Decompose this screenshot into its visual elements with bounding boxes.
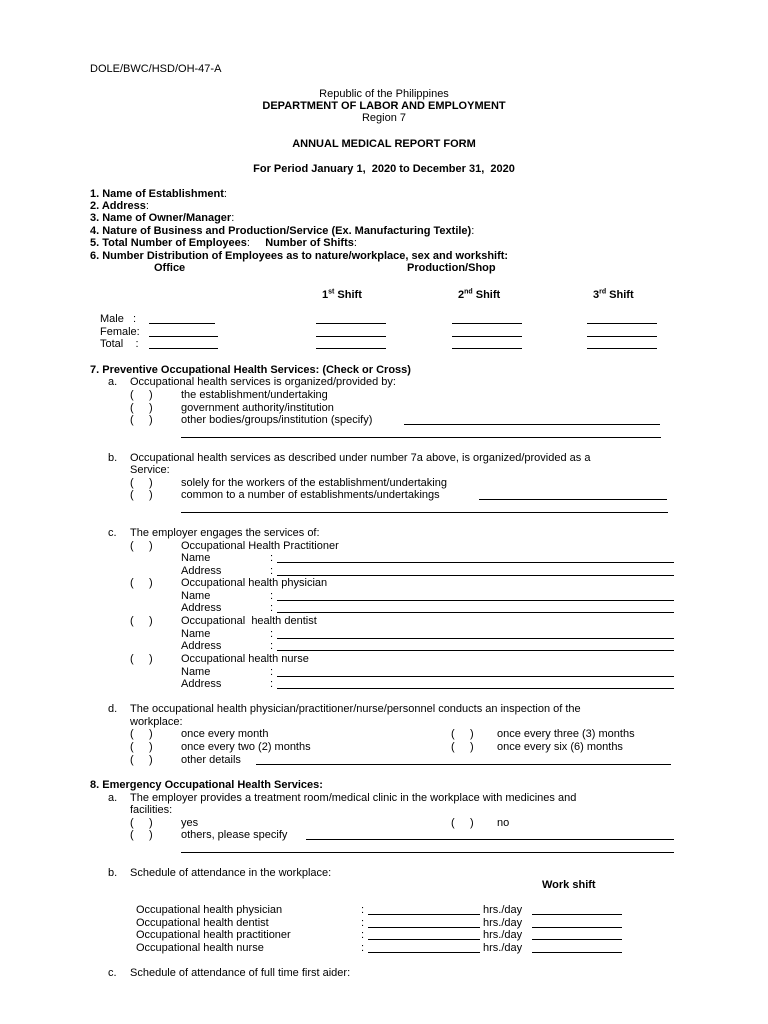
shift-2-heading: 2nd Shift xyxy=(458,288,501,301)
role-practitioner-label: Occupational Health Practitioner xyxy=(181,540,339,552)
male-shift1-field[interactable] xyxy=(316,313,386,324)
nurse-hrs-day-label: hrs./day xyxy=(483,942,523,954)
work-shift-heading: Work shift xyxy=(542,879,596,891)
option-7a-1: the establishment/undertaking xyxy=(181,389,328,401)
dentist-name-colon: : xyxy=(270,628,274,640)
nurse-address-colon: : xyxy=(270,678,274,690)
other-details-field[interactable] xyxy=(256,754,671,765)
checkbox-7d-six-months[interactable]: ( ) xyxy=(451,741,474,753)
item-7c-letter: c. xyxy=(108,527,117,539)
checkbox-7d-other[interactable]: ( ) xyxy=(130,754,153,766)
item-7c-text: The employer engages the services of: xyxy=(130,527,320,539)
dentist-address-colon: : xyxy=(270,640,274,652)
checkbox-7a-1[interactable]: ( ) xyxy=(130,389,153,401)
dentist-name-field[interactable] xyxy=(277,628,674,639)
specify-7a-field[interactable] xyxy=(404,414,660,425)
role-physician-label: Occupational health physician xyxy=(181,577,328,589)
practitioner-hours-field[interactable] xyxy=(368,929,480,940)
practitioner-name-label: Name xyxy=(181,552,211,564)
specify-7b-field[interactable] xyxy=(479,489,667,500)
item-7a-letter: a. xyxy=(108,376,118,388)
checkbox-7d-two-months[interactable]: ( ) xyxy=(130,741,153,753)
staff-nurse-colon: : xyxy=(361,942,365,954)
dentist-name-label: Name xyxy=(181,628,211,640)
section-8-title: 8. Emergency Occupational Health Services: xyxy=(90,779,323,791)
item-8a-letter: a. xyxy=(108,792,118,804)
document-code: DOLE/BWC/HSD/OH-47-A xyxy=(90,63,222,75)
checkbox-7a-2[interactable]: ( ) xyxy=(130,402,153,414)
dentist-hours-field[interactable] xyxy=(368,917,480,928)
female-shift2-field[interactable] xyxy=(452,326,522,337)
item-7d-text-2: workplace: xyxy=(130,716,183,728)
shift-3-heading: 3rd Shift xyxy=(593,288,634,301)
option-8a-others: others, please specify xyxy=(181,829,288,841)
option-8a-yes: yes xyxy=(181,817,199,829)
others-specify-field[interactable] xyxy=(306,829,674,840)
practitioner-address-field[interactable] xyxy=(277,565,674,576)
staff-dentist-colon: : xyxy=(361,917,365,929)
option-7a-2: government authority/institution xyxy=(181,402,334,414)
nurse-shift-field[interactable] xyxy=(532,942,622,953)
nurse-address-label: Address xyxy=(181,678,222,690)
field-total-employees: 5. Total Number of Employees: Number of Shifts: xyxy=(90,237,357,249)
physician-shift-field[interactable] xyxy=(532,904,622,915)
item-7b-text-1: Occupational health services as described under number 7a above, is organized/provided as a xyxy=(130,452,591,464)
practitioner-shift-field[interactable] xyxy=(532,929,622,940)
item-8b-letter: b. xyxy=(108,867,118,879)
total-shift2-field[interactable] xyxy=(452,338,522,349)
male-office-field[interactable] xyxy=(149,313,215,324)
total-shift1-field[interactable] xyxy=(316,338,386,349)
field-establishment: 1. Name of Establishment: xyxy=(90,188,227,200)
physician-address-colon: : xyxy=(270,602,274,614)
row-label-male: Male : xyxy=(100,313,137,325)
row-label-female: Female: xyxy=(100,326,140,338)
option-7d-three-months: once every three (3) months xyxy=(497,728,635,740)
item-8c-text: Schedule of attendance of full time first aider: xyxy=(130,967,351,979)
nurse-address-field[interactable] xyxy=(277,678,674,689)
practitioner-address-colon: : xyxy=(270,565,274,577)
female-shift3-field[interactable] xyxy=(587,326,657,337)
male-shift3-field[interactable] xyxy=(587,313,657,324)
physician-hrs-day-label: hrs./day xyxy=(483,904,523,916)
female-shift1-field[interactable] xyxy=(316,326,386,337)
practitioner-address-label: Address xyxy=(181,565,222,577)
checkbox-7b-2[interactable]: ( ) xyxy=(130,489,153,501)
physician-name-label: Name xyxy=(181,590,211,602)
option-7a-3: other bodies/groups/institution (specify) xyxy=(181,414,373,426)
nurse-name-field[interactable] xyxy=(277,666,674,677)
total-office-field[interactable] xyxy=(149,338,218,349)
checkbox-8a-no[interactable]: ( ) xyxy=(451,817,474,829)
item-7d-text-1: The occupational health physician/practitioner/nurse/personnel conducts an inspection of the xyxy=(130,703,581,715)
field-owner: 3. Name of Owner/Manager: xyxy=(90,212,235,224)
item-7b-text-2: Service: xyxy=(130,464,170,476)
option-7b-2: common to a number of establishments/undertakings xyxy=(181,489,440,501)
option-7d-six-months: once every six (6) months xyxy=(497,741,623,753)
row-label-total: Total : xyxy=(100,338,139,350)
department-title: DEPARTMENT OF LABOR AND EMPLOYMENT xyxy=(262,100,506,112)
role-dentist-label: Occupational health dentist xyxy=(181,615,317,627)
specify-7b-field-continued[interactable] xyxy=(181,502,668,513)
option-7d-other: other details xyxy=(181,754,241,766)
option-7d-two-months: once every two (2) months xyxy=(181,741,311,753)
dentist-hrs-day-label: hrs./day xyxy=(483,917,523,929)
item-7a-text: Occupational health services is organized/provided by: xyxy=(130,376,396,388)
practitioner-name-field[interactable] xyxy=(277,552,674,563)
item-8b-text: Schedule of attendance in the workplace: xyxy=(130,867,332,879)
staff-physician-label: Occupational health physician xyxy=(136,904,283,916)
specify-7a-field-continued[interactable] xyxy=(181,427,661,438)
checkbox-role-practitioner[interactable]: ( ) xyxy=(130,540,153,552)
shift-1-heading: 1st Shift xyxy=(322,288,362,301)
item-8a-text-1: The employer provides a treatment room/medical clinic in the workplace with medicines and xyxy=(130,792,577,804)
form-title: ANNUAL MEDICAL REPORT FORM xyxy=(292,138,476,150)
office-heading: Office xyxy=(154,262,186,274)
period-label: For Period January 1, 2020 to December 31, 2020 xyxy=(253,163,515,175)
production-shop-heading: Production/Shop xyxy=(407,262,496,274)
dentist-address-label: Address xyxy=(181,640,222,652)
checkbox-role-nurse[interactable]: ( ) xyxy=(130,653,153,665)
item-7d-letter: d. xyxy=(108,703,118,715)
checkbox-8a-others[interactable]: ( ) xyxy=(130,829,153,841)
physician-name-field[interactable] xyxy=(277,590,674,601)
physician-name-colon: : xyxy=(270,590,274,602)
staff-nurse-label: Occupational health nurse xyxy=(136,942,264,954)
checkbox-role-physician[interactable]: ( ) xyxy=(130,577,153,589)
checkbox-7d-three-months[interactable]: ( ) xyxy=(451,728,474,740)
practitioner-hrs-day-label: hrs./day xyxy=(483,929,523,941)
nurse-hours-field[interactable] xyxy=(368,942,480,953)
staff-practitioner-colon: : xyxy=(361,929,365,941)
checkbox-7a-3[interactable]: ( ) xyxy=(130,414,153,426)
role-nurse-label: Occupational health nurse xyxy=(181,653,309,665)
item-8a-text-2: facilities: xyxy=(130,804,173,816)
checkbox-role-dentist[interactable]: ( ) xyxy=(130,615,153,627)
field-distribution: 6. Number Distribution of Employees as to nature/workplace, sex and workshift: xyxy=(90,250,509,262)
republic-label: Republic of the Philippines xyxy=(319,88,449,100)
item-8c-letter: c. xyxy=(108,967,117,979)
physician-address-field[interactable] xyxy=(277,602,674,613)
field-address: 2. Address: xyxy=(90,200,149,212)
section-7-title: 7. Preventive Occupational Health Services: (Check or Cross) xyxy=(90,364,411,376)
female-office-field[interactable] xyxy=(149,326,218,337)
item-7b-letter: b. xyxy=(108,452,118,464)
option-7b-1: solely for the workers of the establishment/undertaking xyxy=(181,477,447,489)
staff-dentist-label: Occupational health dentist xyxy=(136,917,269,929)
checkbox-7b-1[interactable]: ( ) xyxy=(130,477,153,489)
dentist-address-field[interactable] xyxy=(277,640,674,651)
nurse-name-colon: : xyxy=(270,666,274,678)
others-specify-field-continued[interactable] xyxy=(181,842,674,853)
option-7d-monthly: once every month xyxy=(181,728,269,740)
male-shift2-field[interactable] xyxy=(452,313,522,324)
staff-practitioner-label: Occupational health practitioner xyxy=(136,929,291,941)
staff-physician-colon: : xyxy=(361,904,365,916)
nurse-name-label: Name xyxy=(181,666,211,678)
checkbox-7d-monthly[interactable]: ( ) xyxy=(130,728,153,740)
checkbox-8a-yes[interactable]: ( ) xyxy=(130,817,153,829)
field-nature-of-business: 4. Nature of Business and Production/Service (Ex. Manufacturing Textile): xyxy=(90,225,475,237)
region-label: Region 7 xyxy=(361,112,407,124)
practitioner-name-colon: : xyxy=(270,552,274,564)
option-8a-no: no xyxy=(497,817,510,829)
dentist-shift-field[interactable] xyxy=(532,917,622,928)
total-shift3-field[interactable] xyxy=(587,338,657,349)
physician-address-label: Address xyxy=(181,602,222,614)
physician-hours-field[interactable] xyxy=(368,904,480,915)
